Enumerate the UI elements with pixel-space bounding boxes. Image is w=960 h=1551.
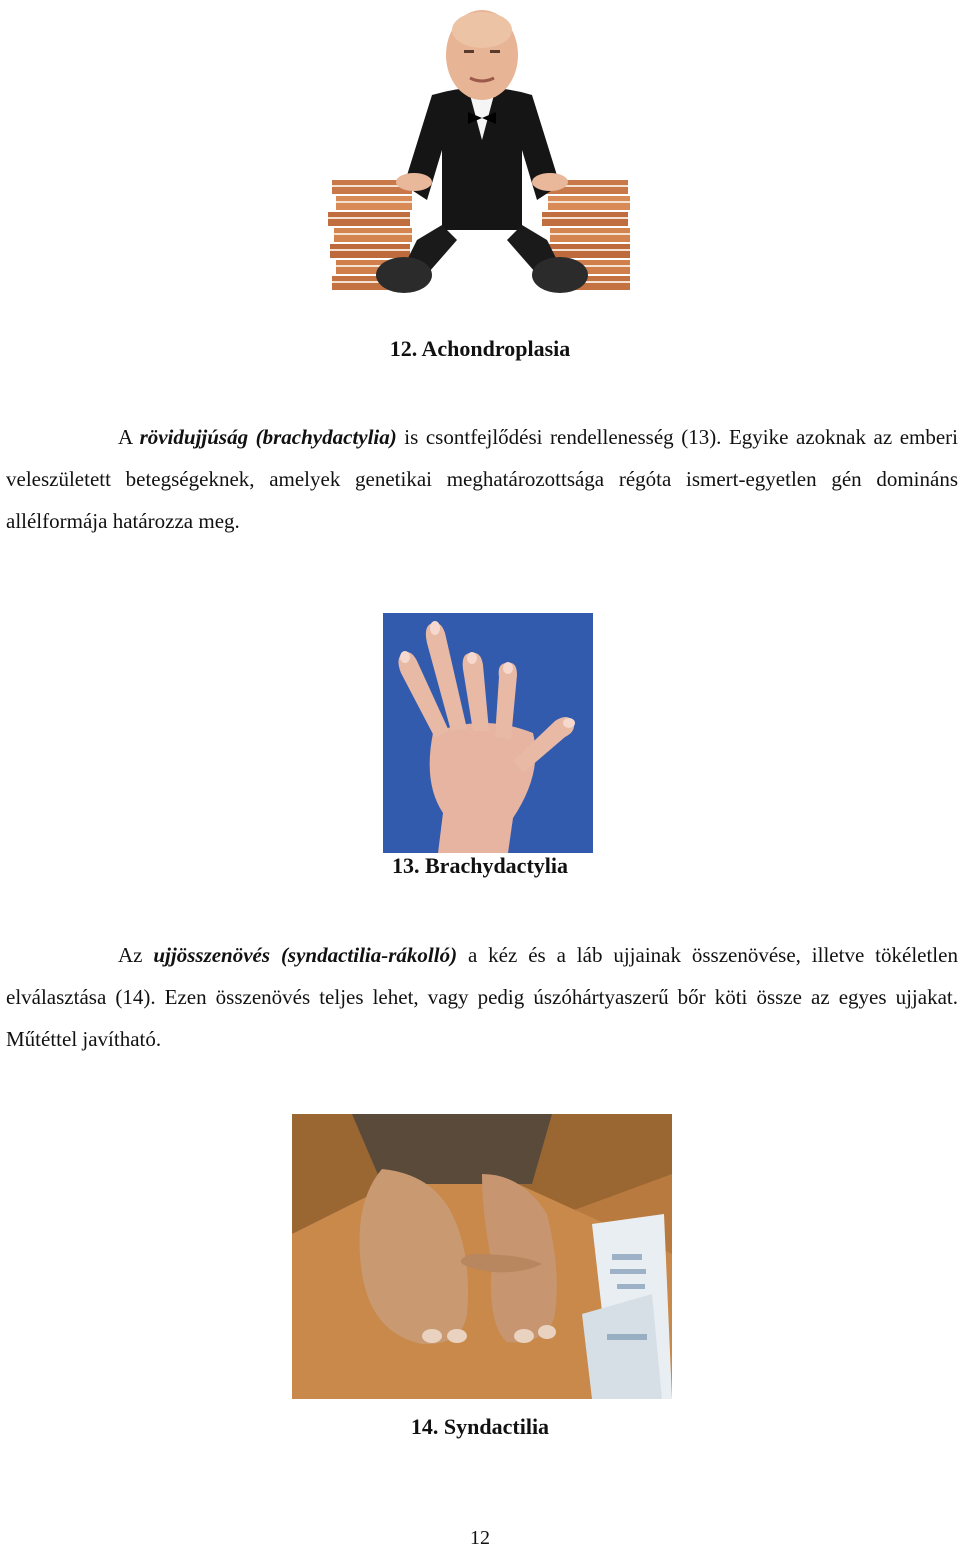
term-brachydactylia: rövidujjúság (brachydactylia) (139, 425, 397, 449)
paragraph-text-lead: A (118, 425, 140, 449)
paragraph-text-body: a kéz és a láb ujjainak összenövése, illetve tökéletlen elválasztása (14). Ezen összenövés teljes lehet, vagy pedig úszóhártyaszerű bőr köti össze az egyes ujjakat. Műtéttel javítható. (6, 943, 958, 1051)
figure-caption-brachydactylia: 13. Brachydactylia (392, 853, 568, 878)
achondroplasia-photo (322, 0, 642, 315)
paragraph-syndactilia (6, 934, 958, 1060)
brachydactylia-photo (383, 613, 593, 853)
figure-caption-achondroplasia: 12. Achondroplasia (389, 336, 571, 361)
paragraph-brachydactylia (6, 416, 958, 542)
paragraph-text-lead: Az (118, 943, 154, 967)
page-number: 12 (470, 1527, 490, 1549)
syndactilia-photo (292, 1114, 672, 1399)
paragraph-text-body: is csontfejlődési rendellenesség (13). Egyike azoknak az emberi veleszületett betegségeknek, amelyek genetikai meghatározottsága régóta ismert-egyetlen gén domináns allélformája határozza meg. (6, 425, 958, 533)
figure-caption-syndactilia: 14. Syndactilia (410, 1414, 550, 1439)
term-syndactilia: ujjösszenövés (syndactilia-rákolló) (153, 943, 458, 967)
